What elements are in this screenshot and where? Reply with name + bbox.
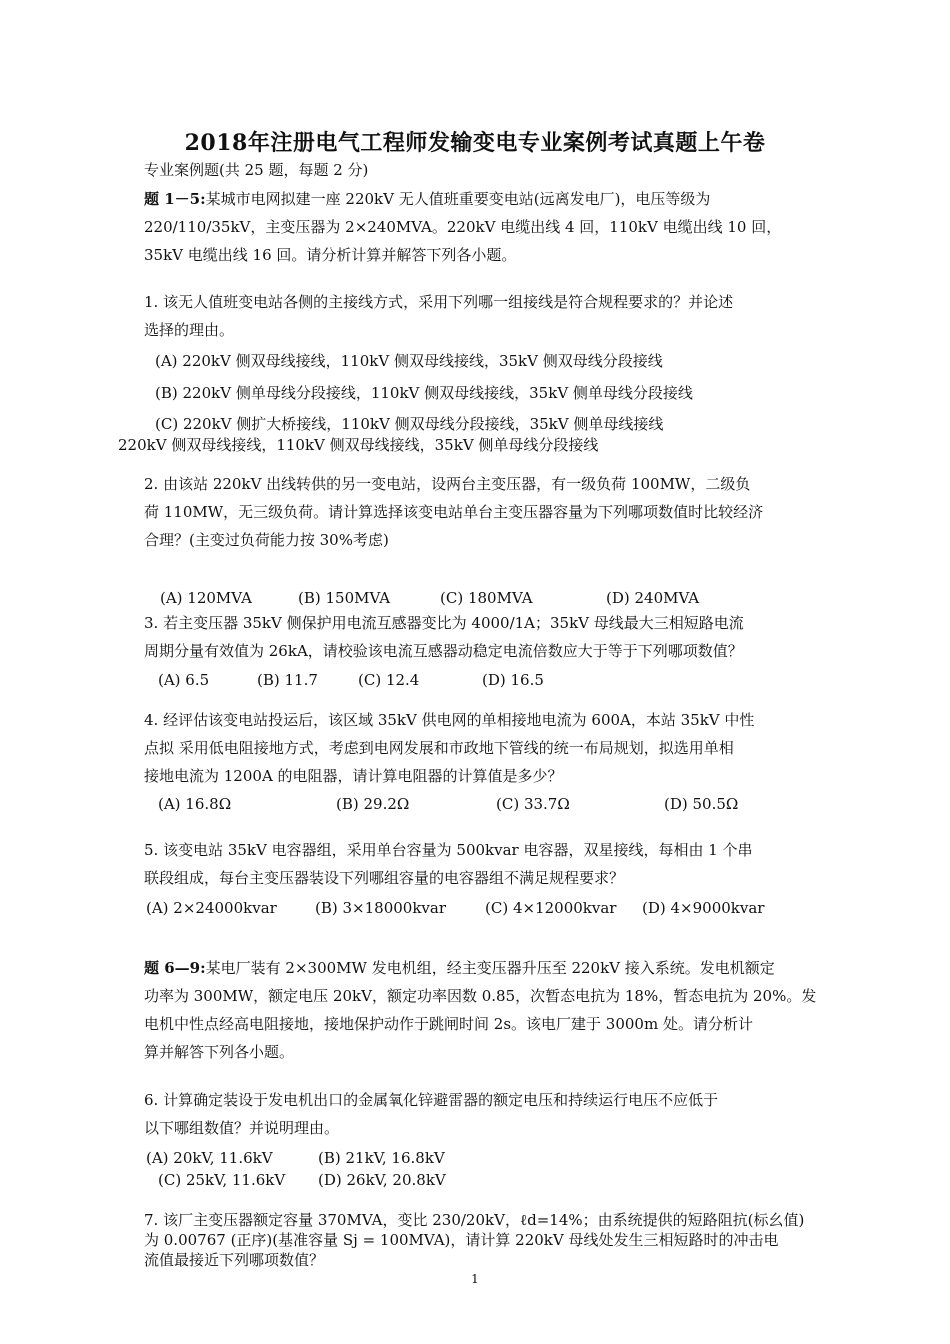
q3-option-b: (B) 11.7: [257, 671, 318, 689]
group2-line2: 功率为 300MW，额定电压 20kV，额定功率因数 0.85，次暂态电抗为 18%，暂态电抗为 20%。发: [144, 987, 817, 1005]
group1-line2: 220/110/35kV，主变压器为 2×240MVA。220kV 电缆出线 4 回，110kV 电缆出线 10 回，: [144, 218, 782, 236]
document-title: 2018年注册电气工程师发输变电专业案例考试真题上午卷: [184, 130, 766, 156]
group2-line4: 算并解答下列各小题。: [144, 1043, 295, 1061]
q4-line1: 4. 经评估该变电站投运后，该区域 35kV 供电网的单相接地电流为 600A，本站 35kV 中性: [144, 711, 755, 729]
q7-line1: 7. 该厂主变压器额定容量 370MVA，变比 230/20kV，ℓd=14%；由系统提供的短路阻抗(标幺值): [144, 1211, 805, 1229]
q6-option-d: (D) 26kV, 20.8kV: [318, 1171, 446, 1189]
q1-option-a: (A) 220kV 侧双母线接线，110kV 侧双母线接线，35kV 侧双母线分段接线: [155, 352, 663, 370]
q4-option-b: (B) 29.2Ω: [336, 795, 410, 813]
group1-label: 题 1－5:: [144, 190, 206, 208]
q5-line1: 5. 该变电站 35kV 电容器组，采用单台容量为 500kvar 电容器，双星接线，每相由 1 个串: [144, 841, 753, 859]
q5-option-b: (B) 3×18000kvar: [315, 899, 447, 917]
group2-line1: 题 6—9:某电厂装有 2×300MW 发电机组，经主变压器升压至 220kV 接入系统。发电机额定: [144, 959, 775, 977]
q4-line2: 点拟 采用低电阻接地方式，考虑到电网发展和市政地下管线的统一布局规划，拟选用单相: [144, 739, 734, 757]
group1-line3: 35kV 电缆出线 16 回。请分析计算并解答下列各小题。: [144, 246, 517, 264]
q6-line2: 以下哪组数值？并说明理由。: [144, 1119, 340, 1137]
q1-line2: 选择的理由。: [144, 321, 235, 339]
q3-line1: 3. 若主变压器 35kV 侧保护用电流互感器变比为 4000/1A；35kV 母线最大三相短路电流: [144, 614, 744, 632]
q7-line2: 为 0.00767 (正序)(基准容量 Sj = 100MVA)，请计算 220kV 母线处发生三相短路时的冲击电: [144, 1231, 779, 1249]
q1-option-c: (C) 220kV 侧扩大桥接线，110kV 侧双母线分段接线，35kV 侧单母线接线: [155, 415, 664, 433]
q3-option-c: (C) 12.4: [358, 671, 420, 689]
q4-option-a: (A) 16.8Ω: [158, 795, 232, 813]
group1-line1: 题 1－5:某城市电网拟建一座 220kV 无人值班重要变电站(远离发电厂)，电压等级为: [144, 190, 711, 208]
q3-line2: 周期分量有效值为 26kA，请校验该电流互感器动稳定电流倍数应大于等于下列哪项数值？: [144, 642, 743, 660]
q1-option-d: 220kV 侧双母线接线，110kV 侧双母线接线，35kV 侧单母线分段接线: [118, 436, 599, 454]
q6-line1: 6. 计算确定装设于发电机出口的金属氧化锌避雷器的额定电压和持续运行电压不应低于: [144, 1091, 719, 1109]
q6-option-b: (B) 21kV, 16.8kV: [318, 1149, 445, 1167]
q2-option-d: (D) 240MVA: [606, 589, 700, 607]
q2-line2: 荷 110MW，无三级负荷。请计算选择该变电站单台主变压器容量为下列哪项数值时比较经济: [144, 503, 764, 521]
q4-line3: 接地电流为 1200A 的电阻器，请计算电阻器的计算值是多少？: [144, 767, 563, 785]
q5-option-c: (C) 4×12000kvar: [485, 899, 617, 917]
q7-line3: 流值最接近下列哪项数值？: [144, 1251, 325, 1269]
q2-line3: 合理？(主变过负荷能力按 30%考虑): [144, 531, 389, 549]
q5-option-d: (D) 4×9000kvar: [642, 899, 765, 917]
q2-option-a: (A) 120MVA: [160, 589, 252, 607]
q4-option-d: (D) 50.5Ω: [664, 795, 739, 813]
q4-option-c: (C) 33.7Ω: [496, 795, 570, 813]
q2-line1: 2. 由该站 220kV 出线转供的另一变电站，设两台主变压器，有一级负荷 100MW，二级负: [144, 475, 751, 493]
q5-option-a: (A) 2×24000kvar: [146, 899, 277, 917]
q3-option-d: (D) 16.5: [482, 671, 544, 689]
q1-line1: 1. 该无人值班变电站各侧的主接线方式，采用下列哪一组接线是符合规程要求的？并论述: [144, 293, 734, 311]
q2-option-b: (B) 150MVA: [298, 589, 391, 607]
q3-option-a: (A) 6.5: [158, 671, 210, 689]
page-number: 1: [471, 1272, 479, 1286]
q1-option-b: (B) 220kV 侧单母线分段接线，110kV 侧双母线接线，35kV 侧单母线分段接线: [155, 384, 693, 402]
q2-option-c: (C) 180MVA: [440, 589, 533, 607]
subtitle: 专业案例题(共 25 题，每题 2 分): [144, 161, 369, 179]
q5-line2: 联段组成，每台主变压器装设下列哪组容量的电容器组不满足规程要求？: [144, 869, 625, 887]
group2-label: 题 6—9:: [144, 959, 206, 977]
group2-line3: 电机中性点经高电阻接地，接地保护动作于跳闸时间 2s。该电厂建于 3000m 处。请分析计: [144, 1015, 753, 1033]
q6-option-a: (A) 20kV, 11.6kV: [146, 1149, 273, 1167]
q6-option-c: (C) 25kV, 11.6kV: [158, 1171, 286, 1189]
